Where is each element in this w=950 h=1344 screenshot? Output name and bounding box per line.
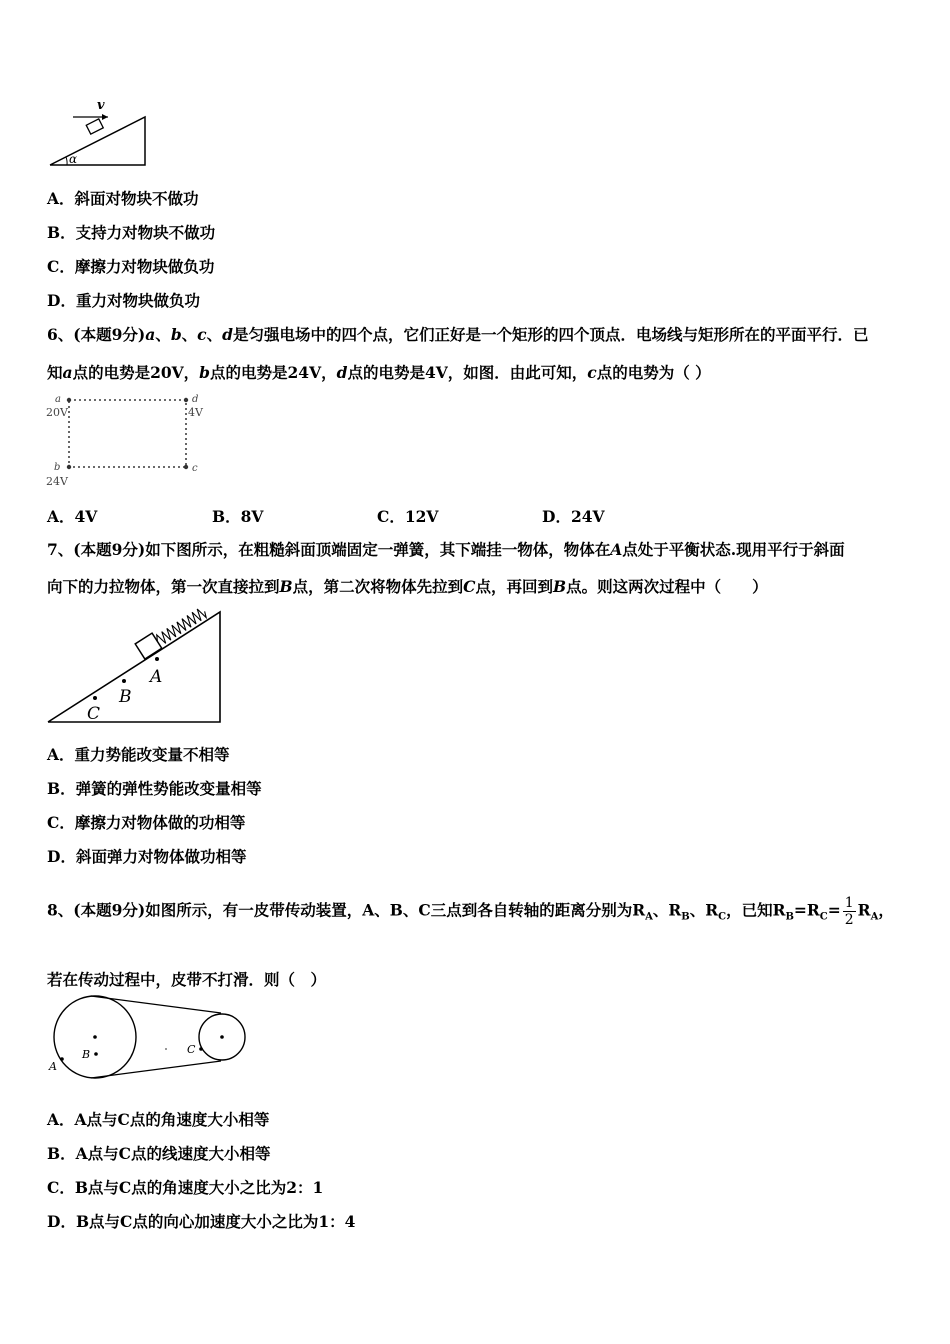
point-B-label: B: [119, 687, 132, 707]
point-B-label: B: [82, 1048, 91, 1061]
q7-stem-line1: [47, 538, 845, 560]
q8-option-d[interactable]: D．B点与C点的向心加速度大小之比为1：4: [47, 1212, 356, 1231]
q8-sub: C: [718, 911, 727, 923]
q5-option-a[interactable]: A．斜面对物块不做功: [47, 189, 199, 208]
point-d-potential: 4V: [188, 406, 203, 419]
q7-option-b[interactable]: B．弹簧的弹性势能改变量相等: [47, 779, 262, 798]
q7-text: 点处于平衡状态.现用平行于斜面: [622, 540, 845, 559]
q6-stem-line2: [47, 361, 711, 383]
q8-sub: C: [819, 911, 828, 923]
q6-option-c[interactable]: C．12V: [377, 507, 439, 526]
point-A-label: A: [49, 1060, 57, 1073]
q7-var-b: B: [553, 577, 567, 596]
q5-option-b[interactable]: B．支持力对物块不做功: [47, 223, 216, 242]
point-b-label: b: [54, 462, 61, 473]
q8-text: ，: [878, 900, 894, 920]
point-a-label: a: [55, 394, 61, 405]
q7-stem-line2: [47, 575, 768, 597]
q8-stem-line2: 若在传动过程中，皮带不打滑．则（ ）: [47, 970, 327, 989]
q8-option-a[interactable]: A．A点与C点的角速度大小相等: [47, 1110, 270, 1129]
q6-text: 知: [47, 363, 63, 382]
q6-var-a: a: [145, 325, 156, 344]
q6-var-b: b: [170, 325, 182, 344]
q5-option-d[interactable]: D．重力对物块做负功: [47, 291, 200, 310]
q7-var-a: A: [610, 540, 623, 559]
point-C-label: C: [87, 704, 101, 724]
incline-block-figure: [45, 95, 155, 170]
q8-text: 、R: [652, 900, 682, 920]
angle-label: α: [69, 152, 78, 166]
q6-text: 点的电势是4V，如图．由此可知，: [347, 363, 588, 382]
q7-var-b: B: [279, 577, 293, 596]
q8-text: =: [827, 900, 841, 920]
q6-option-b[interactable]: B．8V: [212, 507, 264, 526]
point-c-label: c: [192, 463, 198, 474]
point-A-label: A: [150, 667, 163, 687]
q7-text: 点，第二次将物体先拉到: [292, 577, 464, 596]
q7-option-c[interactable]: C．摩擦力对物体做的功相等: [47, 813, 246, 832]
q7-text: 点。则这两次过程中（ ）: [566, 577, 768, 596]
q8-text: =R: [793, 900, 820, 920]
fraction-one-half: [843, 895, 856, 928]
q6-var-c: c: [587, 363, 597, 382]
q8-stem-line1: [47, 895, 894, 928]
point-C-label: C: [187, 1043, 196, 1056]
q6-sep: 、: [155, 325, 171, 344]
belt-drive-figure: [44, 992, 254, 1082]
fraction-denominator: 2: [844, 912, 854, 928]
q6-option-d[interactable]: D．24V: [542, 507, 605, 526]
point-d-label: d: [192, 394, 199, 405]
q6-var-d: d: [336, 363, 348, 382]
q6-var-a: a: [62, 363, 73, 382]
q7-text: 点，再回到: [475, 577, 553, 596]
q8-option-b[interactable]: B．A点与C点的线速度大小相等: [47, 1144, 271, 1163]
q7-text: 向下的力拉物体，第一次直接拉到: [47, 577, 280, 596]
q6-prefix: 6、(本题9分): [47, 325, 146, 344]
q8-sub: A: [870, 911, 879, 923]
q6-option-a[interactable]: A．4V: [47, 507, 98, 526]
q6-stem-text: 是匀强电场中的四个点，它们正好是一个矩形的四个顶点．电场线与矩形所在的平面平行．已: [232, 325, 869, 344]
q8-sub: B: [785, 911, 794, 923]
q6-var-d: d: [222, 325, 233, 344]
q6-stem-line1: [47, 323, 869, 345]
point-a-potential: 20V: [46, 406, 68, 419]
q8-option-c[interactable]: C．B点与C点的角速度大小之比为2：1: [47, 1178, 324, 1197]
q7-option-a[interactable]: A．重力势能改变量不相等: [47, 745, 230, 764]
q8-text: R: [857, 900, 871, 920]
q8-text: 、R: [689, 900, 719, 920]
rectangle-potential-figure: [42, 392, 212, 492]
q7-text: 7、(本题9分)如下图所示，在粗糙斜面顶端固定一弹簧，其下端挂一物体，物体在: [47, 540, 611, 559]
q6-sep: 、: [206, 325, 223, 344]
spring-incline-figure: [45, 602, 225, 727]
q5-option-c[interactable]: C．摩擦力对物块做负功: [47, 257, 215, 276]
q8-sub: A: [645, 911, 653, 923]
fraction-numerator: 1: [844, 895, 854, 911]
q6-text: 点的电势为（ ）: [596, 363, 711, 382]
velocity-label: v: [97, 98, 105, 113]
q6-text: 点的电势是20V，: [72, 363, 200, 382]
q6-sep: 、: [181, 325, 198, 344]
q8-sub: B: [681, 911, 690, 923]
q6-text: 点的电势是24V，: [210, 363, 337, 382]
q8-text: ，已知R: [726, 900, 786, 920]
q6-var-c: c: [197, 325, 207, 344]
q7-option-d[interactable]: D．斜面弹力对物体做功相等: [47, 847, 247, 866]
q7-var-c: C: [463, 577, 476, 596]
point-b-potential: 24V: [46, 475, 68, 488]
q8-text: 8、(本题9分)如图所示，有一皮带传动装置，A、B、C三点到各自转轴的距离分别为R: [47, 900, 646, 920]
q6-var-b: b: [199, 363, 211, 382]
